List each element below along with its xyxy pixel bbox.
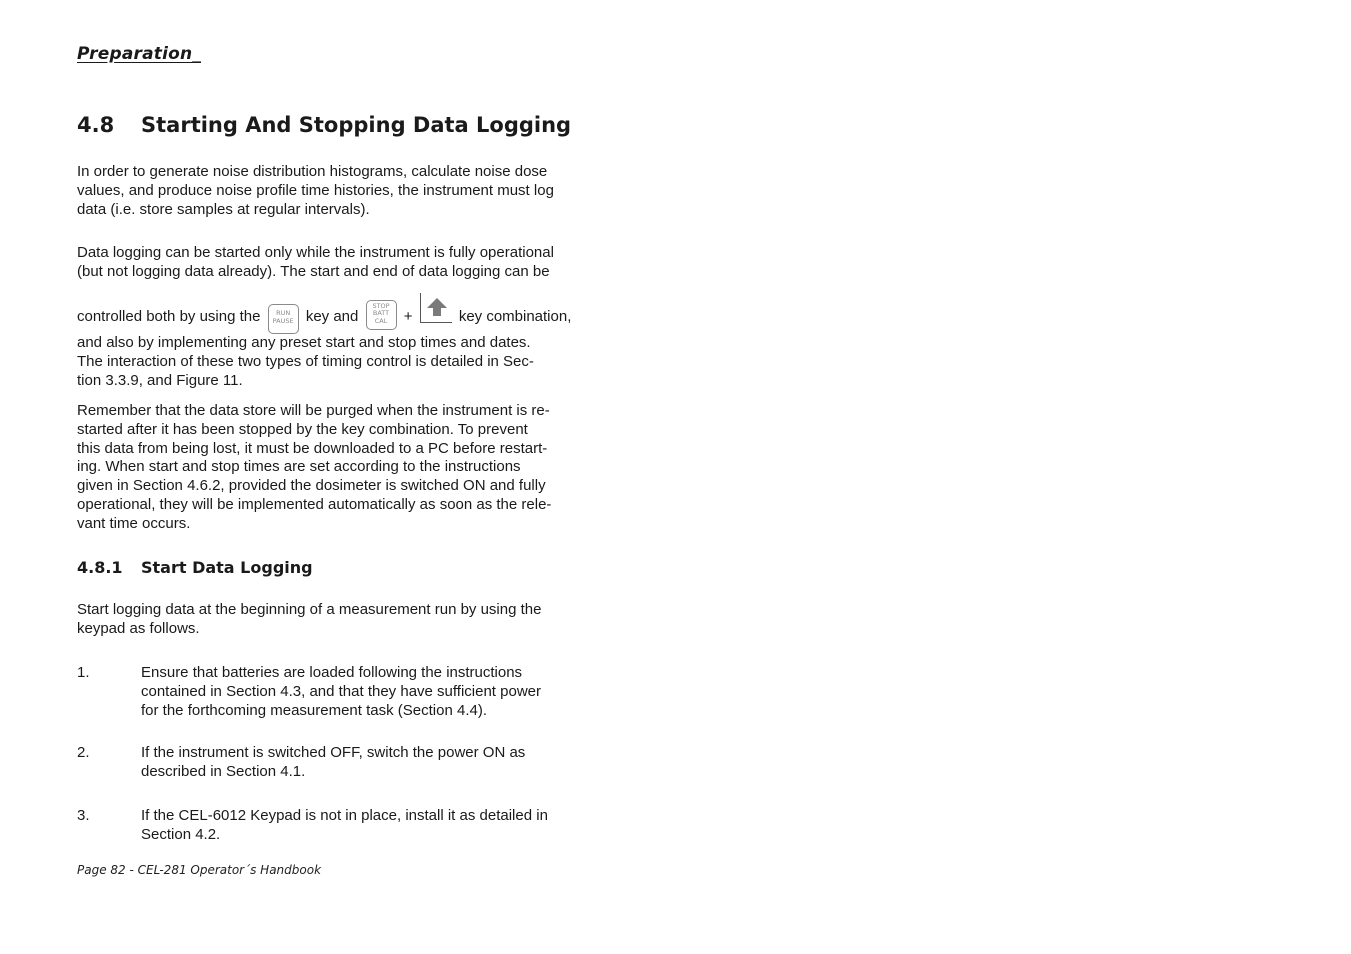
text-line: If the CEL-6012 Keypad is not in place, install it as detailed in bbox=[141, 807, 548, 824]
subsection-number: 4.8.1 bbox=[77, 558, 123, 577]
text-line: In order to generate noise distribution histograms, calculate noise dose bbox=[77, 163, 548, 180]
text-line: Section 4.2. bbox=[141, 825, 221, 843]
text-line: ing. When start and stop times are set according to the instructions bbox=[77, 458, 521, 476]
text-line: Ensure that batteries are loaded following the instructions bbox=[141, 664, 523, 681]
running-head: Preparation_ bbox=[77, 44, 201, 64]
list-number: 3. bbox=[77, 807, 90, 824]
text-line: tion 3.3.9, and Figure 11. bbox=[77, 371, 243, 389]
text-fragment: key combination, bbox=[458, 307, 572, 325]
text-line: data (i.e. store samples at regular intervals). bbox=[77, 200, 370, 218]
text-line: described in Section 4.1. bbox=[141, 762, 306, 780]
start-paragraph bbox=[77, 601, 597, 639]
stop-batt-cal-key-icon bbox=[366, 300, 397, 330]
up-arrow-key-icon bbox=[420, 293, 452, 323]
subsection-title: Start Data Logging bbox=[141, 558, 313, 577]
subsection-heading bbox=[77, 558, 313, 577]
text-line: started after it has been stopped by the key combination. To prevent bbox=[77, 420, 528, 438]
text-fragment: controlled both by using the bbox=[77, 307, 261, 325]
text-line: If the instrument is switched OFF, switch the power ON as bbox=[141, 744, 526, 761]
document-page bbox=[77, 0, 597, 954]
list-number: 1. bbox=[77, 664, 90, 681]
key-label: BATT bbox=[372, 309, 390, 318]
text-line: values, and produce noise profile time histories, the instrument must log bbox=[77, 181, 554, 199]
list-number: 2. bbox=[77, 744, 90, 761]
text-line: keypad as follows. bbox=[77, 619, 200, 637]
page-footer: Page 82 - CEL-281 Operator´s Handbook bbox=[77, 863, 322, 877]
plus-sign: + bbox=[403, 307, 413, 325]
section-title: Starting And Stopping Data Logging bbox=[141, 113, 572, 137]
list-text bbox=[141, 664, 541, 720]
text-line: (but not logging data already). The start and end of data logging can be bbox=[77, 262, 550, 280]
text-line: Data logging can be started only while the instrument is fully operational bbox=[77, 244, 554, 261]
intro-paragraph bbox=[77, 163, 597, 219]
section-number: 4.8 bbox=[77, 113, 115, 137]
text-line: this data from being lost, it must be downloaded to a PC before restart- bbox=[77, 439, 548, 457]
text-line: The interaction of these two types of timing control is detailed in Sec- bbox=[77, 352, 534, 370]
text-line: Start logging data at the beginning of a measurement run by using the bbox=[77, 601, 542, 618]
key-label: RUN bbox=[276, 309, 291, 318]
text-line: for the forthcoming measurement task (Section 4.4). bbox=[141, 701, 487, 719]
run-pause-key-icon bbox=[268, 304, 299, 334]
key-label: CAL bbox=[374, 316, 388, 325]
key-label: PAUSE bbox=[272, 316, 294, 325]
text-fragment: key and bbox=[305, 307, 359, 325]
text-line: Remember that the data store will be purged when the instrument is re- bbox=[77, 402, 550, 419]
list-text bbox=[141, 807, 548, 845]
key-label: STOP bbox=[372, 301, 390, 310]
text-line: operational, they will be implemented automatically as soon as the rele- bbox=[77, 495, 552, 513]
up-arrow-icon bbox=[426, 297, 448, 317]
text-line: given in Section 4.6.2, provided the dosimeter is switched ON and fully bbox=[77, 477, 546, 495]
logging-paragraph bbox=[77, 244, 597, 390]
text-line: and also by implementing any preset start and stop times and dates. bbox=[77, 334, 531, 352]
text-line: vant time occurs. bbox=[77, 514, 191, 532]
text-line: contained in Section 4.3, and that they have sufficient power bbox=[141, 682, 541, 700]
purge-paragraph bbox=[77, 402, 597, 534]
text-line-with-keys bbox=[77, 293, 597, 335]
list-text bbox=[141, 744, 525, 782]
section-heading bbox=[77, 113, 571, 137]
